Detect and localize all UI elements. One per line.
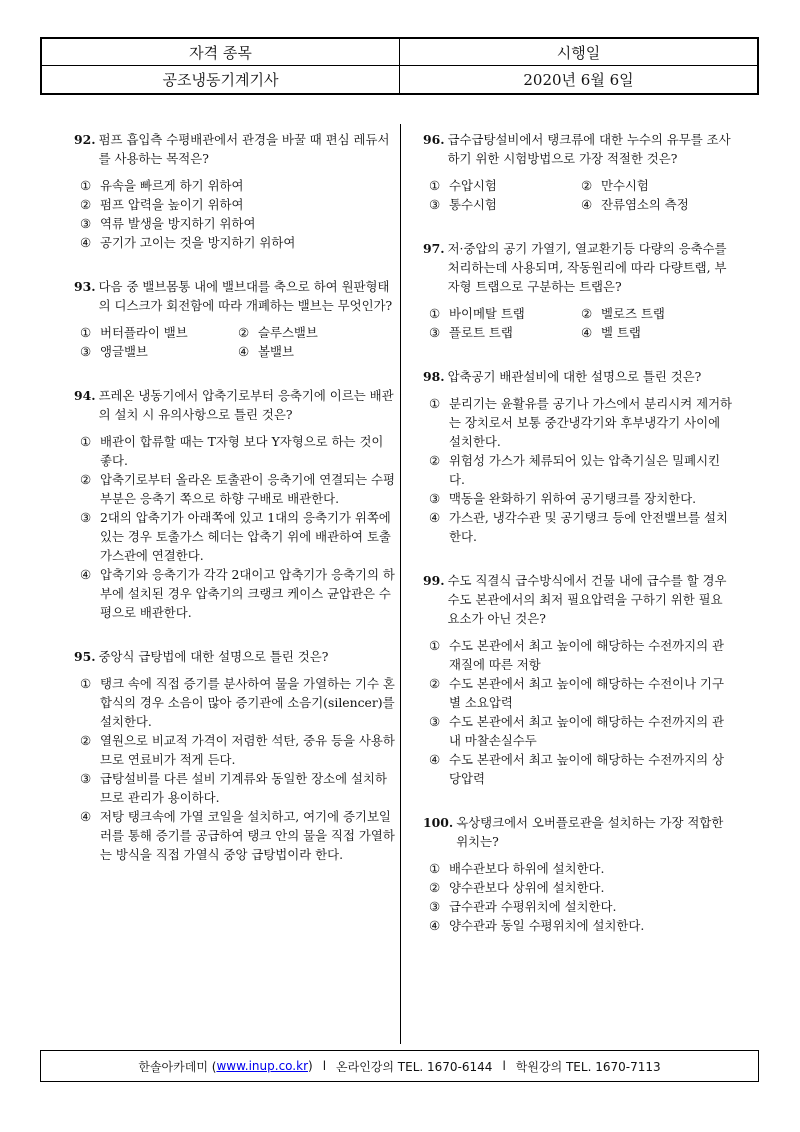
question-stem bbox=[423, 239, 733, 296]
option-mark: ② bbox=[581, 178, 593, 193]
answer-option bbox=[80, 195, 396, 214]
answer-option bbox=[429, 897, 733, 916]
right-column bbox=[423, 130, 733, 960]
answer-option bbox=[581, 195, 733, 214]
question-stem bbox=[74, 130, 396, 168]
answer-options bbox=[74, 176, 396, 252]
option-text: 가스관, 냉각수관 및 공기탱크 등에 안전밸브를 설치한다. bbox=[449, 510, 728, 544]
question-text: 저·중압의 공기 가열기, 열교환기등 다량의 응축수를 처리하는데 사용되며, 작동원리에 따라 다량트랩, 부자형 트랩으로 구분하는 트랩은? bbox=[447, 241, 727, 294]
header-subject-value: 공조냉동기계기사 bbox=[42, 66, 400, 93]
exam-header-table bbox=[40, 37, 759, 95]
answer-option bbox=[80, 731, 396, 769]
question-stem bbox=[74, 277, 396, 315]
option-text: 볼밸브 bbox=[258, 344, 294, 359]
option-mark: ② bbox=[238, 325, 250, 340]
option-text: 열원으로 비교적 가격이 저렴한 석탄, 중유 등을 사용하므로 연료비가 적게 든다. bbox=[100, 733, 395, 767]
footer-online-tel: 온라인강의 TEL. 1670-6144 bbox=[336, 1059, 493, 1074]
option-mark: ② bbox=[80, 733, 92, 748]
footer-academy: 한솔아카데미 ( bbox=[138, 1059, 217, 1074]
header-date-label: 시행일 bbox=[400, 39, 757, 66]
option-mark: ④ bbox=[80, 809, 92, 824]
option-text: 잔류염소의 측정 bbox=[601, 197, 689, 212]
option-mark: ① bbox=[429, 638, 441, 653]
option-text: 플로트 트랩 bbox=[449, 325, 513, 340]
option-mark: ③ bbox=[429, 899, 441, 914]
option-mark: ① bbox=[429, 178, 441, 193]
option-text: 수도 본관에서 최고 높이에 해당하는 수전까지의 관내 마찰손실수두 bbox=[449, 714, 724, 748]
answer-option bbox=[429, 674, 733, 712]
option-text: 앵글밸브 bbox=[100, 344, 148, 359]
option-mark: ② bbox=[429, 676, 441, 691]
option-text: 양수관보다 상위에 설치한다. bbox=[449, 880, 605, 895]
option-mark: ④ bbox=[80, 235, 92, 250]
option-mark: ③ bbox=[80, 216, 92, 231]
answer-option bbox=[80, 233, 396, 252]
option-mark: ① bbox=[429, 396, 441, 411]
answer-option bbox=[80, 323, 238, 342]
option-text: 분리기는 윤활유를 공기나 가스에서 분리시켜 제거하는 장치로서 보통 중간냉각기와 후부냉각기 사이에 설치한다. bbox=[449, 396, 733, 449]
column-divider bbox=[400, 124, 401, 1044]
answer-option bbox=[429, 878, 733, 897]
option-mark: ② bbox=[80, 197, 92, 212]
option-text: 맥동을 완화하기 위하여 공기탱크를 장치한다. bbox=[449, 491, 697, 506]
option-mark: ③ bbox=[80, 344, 92, 359]
answer-option bbox=[429, 176, 581, 195]
option-mark: ③ bbox=[80, 510, 92, 525]
question-stem bbox=[74, 386, 396, 424]
option-text: 역류 발생을 방지하기 위하여 bbox=[100, 216, 256, 231]
answer-options bbox=[423, 394, 733, 546]
option-mark: ③ bbox=[80, 771, 92, 786]
question-number: 100. bbox=[423, 815, 454, 830]
option-mark: ③ bbox=[429, 491, 441, 506]
option-mark: ④ bbox=[238, 344, 250, 359]
question-number: 94. bbox=[74, 388, 96, 403]
option-mark: ④ bbox=[581, 197, 593, 212]
question-number: 92. bbox=[74, 132, 96, 147]
question-block bbox=[74, 647, 396, 864]
option-text: 양수관과 동일 수평위치에 설치한다. bbox=[449, 918, 645, 933]
question-block bbox=[423, 130, 733, 214]
option-mark: ④ bbox=[429, 918, 441, 933]
question-block bbox=[423, 571, 733, 788]
option-text: 압축기로부터 올라온 토출관이 응축기에 연결되는 수평부분은 응축기 쪽으로 하향 구배로 배관한다. bbox=[100, 472, 395, 506]
question-block bbox=[423, 813, 733, 935]
answer-options bbox=[74, 432, 396, 622]
option-text: 탱크 속에 직접 증기를 분사하여 물을 가열하는 기수 혼합식의 경우 소음이 많아 증기관에 소음기(silencer)를 설치한다. bbox=[100, 676, 395, 729]
answer-options bbox=[423, 636, 733, 788]
question-stem bbox=[74, 647, 396, 666]
answer-option bbox=[581, 176, 733, 195]
footer-separator: l bbox=[322, 1059, 327, 1073]
answer-option bbox=[80, 674, 396, 731]
option-mark: ② bbox=[581, 306, 593, 321]
answer-option bbox=[80, 807, 396, 864]
option-mark: ④ bbox=[429, 510, 441, 525]
option-text: 수도 본관에서 최고 높이에 해당하는 수전까지의 관 재질에 따른 저항 bbox=[449, 638, 724, 672]
option-mark: ② bbox=[80, 472, 92, 487]
answer-option bbox=[429, 304, 581, 323]
answer-option bbox=[581, 304, 733, 323]
option-text: 저탕 탱크속에 가열 코일을 설치하고, 여기에 증기보일러를 통해 증기를 공급하여 탱크 안의 물을 직접 가열하는 방식을 직접 가열식 중앙 급탕법이라 한다. bbox=[100, 809, 395, 862]
answer-option bbox=[581, 323, 733, 342]
answer-option bbox=[80, 432, 396, 470]
option-text: 바이메탈 트랩 bbox=[449, 306, 525, 321]
option-mark: ④ bbox=[429, 752, 441, 767]
answer-option bbox=[80, 508, 396, 565]
answer-option bbox=[80, 214, 396, 233]
option-mark: ① bbox=[80, 676, 92, 691]
header-subject-label: 자격 종목 bbox=[42, 39, 400, 66]
question-text: 중앙식 급탕법에 대한 설명으로 틀린 것은? bbox=[98, 649, 329, 664]
option-text: 수압시험 bbox=[449, 178, 497, 193]
answer-option bbox=[429, 489, 733, 508]
question-number: 96. bbox=[423, 132, 445, 147]
left-column bbox=[74, 130, 396, 889]
question-stem bbox=[423, 813, 733, 851]
option-text: 유속을 빠르게 하기 위하여 bbox=[100, 178, 244, 193]
answer-options bbox=[74, 323, 396, 361]
option-mark: ④ bbox=[80, 567, 92, 582]
question-text: 수도 직결식 급수방식에서 건물 내에 급수를 할 경우 수도 본관에서의 최저 필요압력을 구하기 위한 필요 요소가 아닌 것은? bbox=[447, 573, 727, 626]
question-stem bbox=[423, 130, 733, 168]
option-mark: ① bbox=[80, 325, 92, 340]
footer-offline-tel: 학원강의 TEL. 1670-7113 bbox=[515, 1059, 661, 1074]
header-date-value: 2020년 6월 6일 bbox=[523, 71, 634, 89]
option-text: 급수관과 수평위치에 설치한다. bbox=[449, 899, 617, 914]
option-mark: ① bbox=[429, 306, 441, 321]
answer-option bbox=[429, 916, 733, 935]
answer-option bbox=[429, 750, 733, 788]
question-text: 펌프 흡입측 수평배관에서 관경을 바꿀 때 편심 레듀서를 사용하는 목적은? bbox=[98, 132, 390, 166]
option-text: 만수시험 bbox=[601, 178, 649, 193]
question-text: 압축공기 배관설비에 대한 설명으로 틀린 것은? bbox=[447, 369, 702, 384]
option-mark: ② bbox=[429, 453, 441, 468]
question-text: 다음 중 밸브몸통 내에 밸브대를 축으로 하여 원판형태의 디스크가 회전함에 따라 개폐하는 밸브는 무엇인가? bbox=[98, 279, 393, 313]
option-mark: ④ bbox=[581, 325, 593, 340]
option-text: 버터플라이 밸브 bbox=[100, 325, 188, 340]
answer-option bbox=[238, 323, 396, 342]
question-block bbox=[74, 386, 396, 622]
option-text: 통수시험 bbox=[449, 197, 497, 212]
option-mark: ③ bbox=[429, 325, 441, 340]
question-text: 프레온 냉동기에서 압축기로부터 응축기에 이르는 배관의 설치 시 유의사항으로 틀린 것은? bbox=[98, 388, 394, 422]
question-block bbox=[74, 130, 396, 252]
question-number: 93. bbox=[74, 279, 96, 294]
answer-option bbox=[429, 451, 733, 489]
option-mark: ③ bbox=[429, 197, 441, 212]
answer-option bbox=[80, 470, 396, 508]
option-text: 2대의 압축기가 아래쪽에 있고 1대의 응축기가 위쪽에 있는 경우 토출가스 헤더는 압축기 위에 배관하여 토출가스관에 연결한다. bbox=[100, 510, 391, 563]
answer-option bbox=[80, 342, 238, 361]
question-text: 옥상탱크에서 오버플로관을 설치하는 가장 적합한 위치는? bbox=[456, 815, 724, 849]
option-text: 슬루스밸브 bbox=[258, 325, 318, 340]
answer-options bbox=[423, 859, 733, 935]
answer-option bbox=[429, 712, 733, 750]
option-text: 벨로즈 트랩 bbox=[601, 306, 665, 321]
answer-option bbox=[80, 176, 396, 195]
answer-option bbox=[429, 394, 733, 451]
option-text: 배관이 합류할 때는 T자형 보다 Y자형으로 하는 것이 좋다. bbox=[100, 434, 384, 468]
answer-option bbox=[429, 323, 581, 342]
option-text: 배수관보다 하위에 설치한다. bbox=[449, 861, 605, 876]
option-mark: ① bbox=[80, 434, 92, 449]
option-text: 압축기와 응축기가 각각 2대이고 압축기가 응축기의 하부에 설치된 경우 압축기의 크랭크 케이스 균압관은 수평으로 배관한다. bbox=[100, 567, 395, 620]
answer-options bbox=[74, 674, 396, 864]
answer-option bbox=[80, 769, 396, 807]
question-number: 99. bbox=[423, 573, 445, 588]
question-number: 98. bbox=[423, 369, 445, 384]
footer-academy-close: ) bbox=[308, 1059, 313, 1073]
answer-option bbox=[429, 508, 733, 546]
question-stem bbox=[423, 571, 733, 628]
answer-option bbox=[429, 636, 733, 674]
answer-options bbox=[423, 176, 733, 214]
answer-option bbox=[80, 565, 396, 622]
answer-option bbox=[238, 342, 396, 361]
answer-options bbox=[423, 304, 733, 342]
footer-separator: l bbox=[502, 1059, 506, 1073]
option-text: 벨 트랩 bbox=[601, 325, 641, 340]
option-mark: ② bbox=[429, 880, 441, 895]
footer-website-link[interactable]: www.inup.co.kr bbox=[216, 1059, 308, 1073]
question-block bbox=[74, 277, 396, 361]
option-text: 펌프 압력을 높이기 위하여 bbox=[100, 197, 244, 212]
question-stem bbox=[423, 367, 733, 386]
footer-bar bbox=[40, 1050, 759, 1082]
option-mark: ① bbox=[80, 178, 92, 193]
option-text: 공기가 고이는 것을 방지하기 위하여 bbox=[100, 235, 296, 250]
option-mark: ① bbox=[429, 861, 441, 876]
option-text: 수도 본관에서 최고 높이에 해당하는 수전이나 기구별 소요압력 bbox=[449, 676, 724, 710]
question-number: 95. bbox=[74, 649, 96, 664]
question-block bbox=[423, 367, 733, 546]
question-text: 급수급탕설비에서 탱크류에 대한 누수의 유무를 조사하기 위한 시험방법으로 가장 적절한 것은? bbox=[447, 132, 731, 166]
question-number: 97. bbox=[423, 241, 445, 256]
question-block bbox=[423, 239, 733, 342]
option-mark: ③ bbox=[429, 714, 441, 729]
answer-option bbox=[429, 859, 733, 878]
option-text: 수도 본관에서 최고 높이에 해당하는 수전까지의 상당압력 bbox=[449, 752, 724, 786]
option-text: 위험성 가스가 체류되어 있는 압축기실은 밀폐시킨다. bbox=[449, 453, 721, 487]
answer-option bbox=[429, 195, 581, 214]
option-text: 급탕설비를 다른 설비 기계류와 동일한 장소에 설치하므로 관리가 용이하다. bbox=[100, 771, 387, 805]
